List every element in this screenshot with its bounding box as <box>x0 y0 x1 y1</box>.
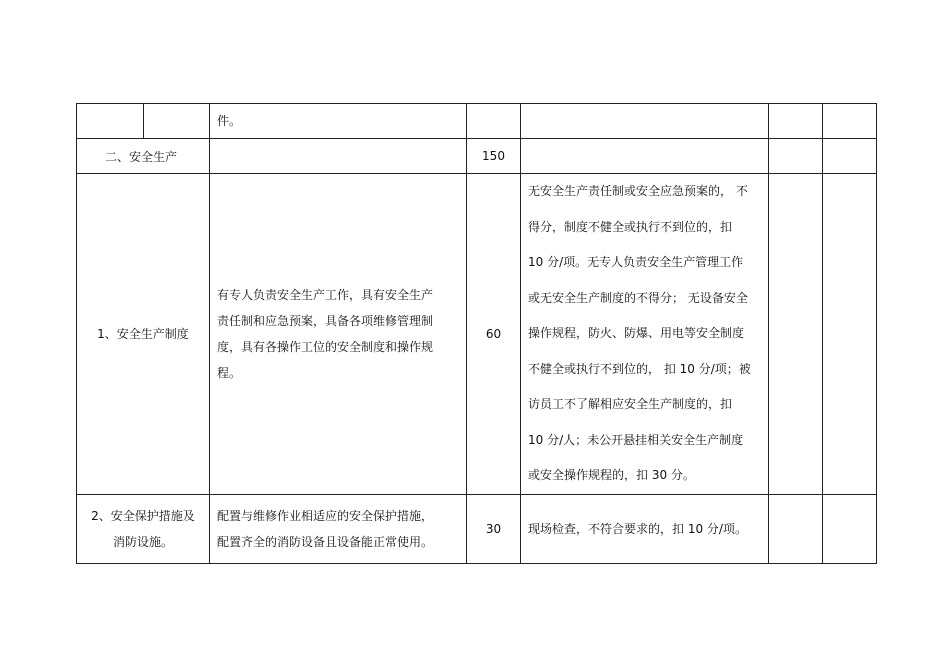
table-row <box>77 494 877 563</box>
table-row <box>77 104 877 139</box>
rule-line: 得分，制度不健全或执行不到位的，扣 <box>528 219 733 234</box>
requirement-cell <box>210 104 467 139</box>
requirement-cell <box>210 494 467 563</box>
requirement-text: 件。 <box>217 114 242 128</box>
table-row <box>77 174 877 495</box>
requirement-cell <box>210 139 467 174</box>
item-name-line: 2、安全保护措施及 <box>91 508 195 523</box>
table-cell <box>823 174 877 495</box>
rule-line: 现场检查，不符合要求的，扣 10 分/项。 <box>528 521 747 536</box>
item-name: 1、安全生产制度 <box>97 327 189 342</box>
requirement-line: 配置与维修作业相适应的安全保护措施， <box>217 508 434 523</box>
table-cell <box>144 104 210 139</box>
rule-line: 10 分/项。无专人负责安全生产管理工作 <box>528 255 744 269</box>
table-cell <box>823 104 877 139</box>
rule-line: 不健全或执行不到位的， 扣 10 分/项；被 <box>528 361 751 376</box>
score-cell <box>467 104 521 139</box>
rule-line: 或无安全生产制度的不得分； 无设备安全 <box>528 290 748 305</box>
rule-cell <box>521 139 769 174</box>
requirement-line: 责任制和应急预案，具备各项维修管理制 <box>217 313 434 328</box>
rule-cell <box>521 174 769 495</box>
table-cell <box>823 139 877 174</box>
rule-line: 10 分/人；未公开悬挂相关安全生产制度 <box>528 432 744 447</box>
table-cell <box>769 104 823 139</box>
section-title: 二、安全生产 <box>105 149 178 164</box>
rule-line: 操作规程，防火、防爆、用电等安全制度 <box>528 326 745 340</box>
requirement-line: 程。 <box>217 365 242 380</box>
assessment-table <box>76 103 877 564</box>
score-cell <box>467 494 521 563</box>
rule-cell <box>521 494 769 563</box>
requirement-line: 有专人负责安全生产工作，具有安全生产 <box>217 287 434 302</box>
item-name-cell <box>77 174 210 495</box>
table-cell <box>77 104 144 139</box>
rule-cell <box>521 104 769 139</box>
requirement-line: 度，具有各操作工位的安全制度和操作规 <box>217 339 434 354</box>
rule-line: 或安全操作规程的，扣 30 分。 <box>528 468 695 482</box>
section-row <box>77 139 877 174</box>
requirement-cell <box>210 174 467 495</box>
table-cell <box>769 174 823 495</box>
section-score: 150 <box>482 149 505 163</box>
table-cell <box>769 139 823 174</box>
table-cell <box>823 494 877 563</box>
rule-line: 无安全生产责任制或安全应急预案的， 不 <box>528 184 748 198</box>
item-score: 30 <box>485 521 502 536</box>
section-title-cell <box>77 139 210 174</box>
score-cell <box>467 174 521 495</box>
item-name-cell <box>77 494 210 563</box>
score-cell <box>467 139 521 174</box>
item-name-line: 消防设施。 <box>112 534 173 549</box>
item-score: 60 <box>485 326 502 341</box>
table-cell <box>769 494 823 563</box>
requirement-line: 配置齐全的消防设备且设备能正常使用。 <box>217 534 434 549</box>
rule-line: 访员工不了解相应安全生产制度的，扣 <box>528 397 733 411</box>
